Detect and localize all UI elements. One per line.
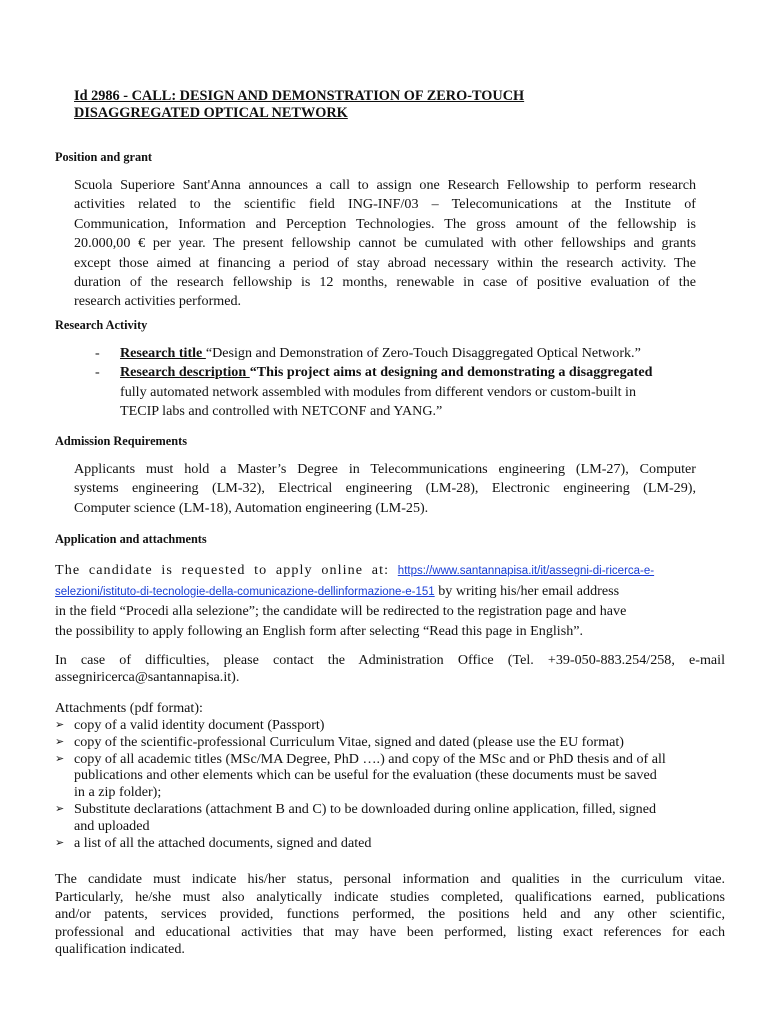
position-line: except those aimed at financing a period of stay abroad necessary within the research activity. The [74, 254, 696, 271]
research-description-line: fully automated network assembled with modules from different vendors or custom-built in [120, 383, 637, 400]
application-line-3: in the field “Procedi alla selezione”; the candidate will be redirected to the registration page and have [55, 603, 627, 620]
application-paragraph [55, 561, 725, 641]
application-after-link: by writing his/her email address [434, 582, 620, 599]
attachment-item [55, 751, 725, 801]
difficulties-line: In case of difficulties, please contact the Administration Office (Tel. +39-050-883.254/258, e-mail [55, 652, 725, 668]
closing-line: Particularly, he/she must also analytically indicate studies completed, qualifications earned, publications [55, 888, 725, 905]
attachment-text: publications and other elements which can be useful for the evaluation (these documents must be saved [74, 767, 657, 784]
position-line: duration of the research fellowship is 12 months, renewable in case of positive evaluation of the [74, 274, 696, 291]
attachment-text: copy of all academic titles (MSc/MA Degree, PhD ….) and copy of the MSc and or PhD thesis and of all [74, 750, 666, 767]
arrowhead-bullet-icon: ➢ [55, 835, 65, 849]
closing-line: The candidate must indicate his/her status, personal information and qualities in the curriculum vitae. [55, 871, 725, 887]
attachment-item [55, 717, 725, 734]
application-intro: The candidate is requested to apply online at: [55, 562, 398, 578]
position-line: 20.000,00 € per year. The present fellowship cannot be cumulated with other fellowships and grants [74, 235, 696, 252]
position-line: research activities performed. [74, 293, 242, 310]
attachment-item [55, 801, 725, 835]
research-heading: Research Activity [55, 318, 148, 332]
closing-paragraph [55, 871, 725, 959]
admission-line: Computer science (LM-18), Automation engineering (LM-25). [74, 499, 429, 516]
attachment-item [55, 835, 725, 852]
research-description-label: Research description [120, 364, 250, 381]
title-line-2: DISAGGREGATED OPTICAL NETWORK [74, 105, 348, 121]
application-heading: Application and attachments [55, 532, 207, 546]
position-line: Scuola Superiore Sant'Anna announces a call to assign one Research Fellowship to perform research [74, 177, 696, 193]
research-description-line: TECIP labs and controlled with NETCONF and YANG.” [120, 403, 443, 420]
admission-heading: Admission Requirements [55, 434, 187, 448]
research-title-item [95, 344, 700, 363]
arrowhead-bullet-icon: ➢ [55, 751, 65, 765]
difficulties-paragraph [55, 652, 725, 686]
research-description-text: “This project aims at designing and demonstrating a disaggregated [249, 364, 653, 381]
closing-line: qualification indicated. [55, 941, 185, 958]
position-line: activities related to the scientific field ING-INF/03 – Telecomunications at the Institute of [74, 196, 696, 213]
application-line-4: the possibility to apply following an English form after selecting “Read this page in English”. [55, 622, 584, 639]
research-title-label: Research title [120, 345, 206, 361]
attachment-text: copy of the scientific-professional Curriculum Vitae, signed and dated (please use the EU format) [74, 733, 624, 750]
arrowhead-bullet-icon: ➢ [55, 718, 65, 731]
position-paragraph [74, 176, 696, 312]
application-link-cont[interactable]: selezioni/istituto-di-tecnologie-della-comunicazione-dellinformazione-e-151 [55, 585, 435, 598]
dash-bullet: - [95, 345, 100, 361]
closing-line: and/or patents, services provided, functions performed, the positions held and any other scientific, [55, 906, 725, 923]
document-title [74, 88, 694, 122]
application-line-1 [55, 561, 725, 582]
position-heading: Position and grant [55, 150, 153, 164]
attachment-text: copy of a valid identity document (Passport) [74, 717, 325, 733]
dash-bullet: - [95, 364, 100, 381]
arrowhead-bullet-icon: ➢ [55, 734, 65, 748]
difficulties-line: assegniricerca@santannapisa.it). [55, 669, 240, 685]
application-link[interactable]: https://www.santannapisa.it/it/assegni-di-ricerca-e- [397, 565, 655, 577]
research-list [95, 344, 700, 422]
arrowhead-bullet-icon: ➢ [55, 801, 65, 815]
title-line-1: Id 2986 - CALL: DESIGN AND DEMONSTRATION OF ZERO-TOUCH [74, 88, 525, 104]
attachment-text: in a zip folder); [74, 784, 162, 801]
attachments-label: Attachments (pdf format): [55, 700, 203, 716]
admission-paragraph [74, 460, 696, 518]
attachments-list [55, 717, 725, 851]
research-title-text: “Design and Demonstration of Zero-Touch Disaggregated Optical Network.” [205, 345, 641, 361]
admission-line: Applicants must hold a Master’s Degree in Telecommunications engineering (LM-27), Computer [74, 461, 696, 477]
application-line-2 [55, 582, 725, 603]
attachment-text: Substitute declarations (attachment B and C) to be downloaded during online application, filled, signed [74, 800, 657, 817]
closing-line: professional and educational activities that may have been performed, listing exact references for each [55, 923, 725, 940]
admission-line: systems engineering (LM-32), Electrical engineering (LM-28), Electronic engineering (LM-29), [74, 480, 696, 497]
research-description-item [95, 363, 700, 421]
position-line: Communication, Information and Perception Technologies. The gross amount of the fellowship is [74, 215, 696, 232]
attachment-text: a list of all the attached documents, signed and dated [74, 834, 372, 851]
attachment-text: and uploaded [74, 817, 150, 834]
attachment-item [55, 734, 725, 751]
